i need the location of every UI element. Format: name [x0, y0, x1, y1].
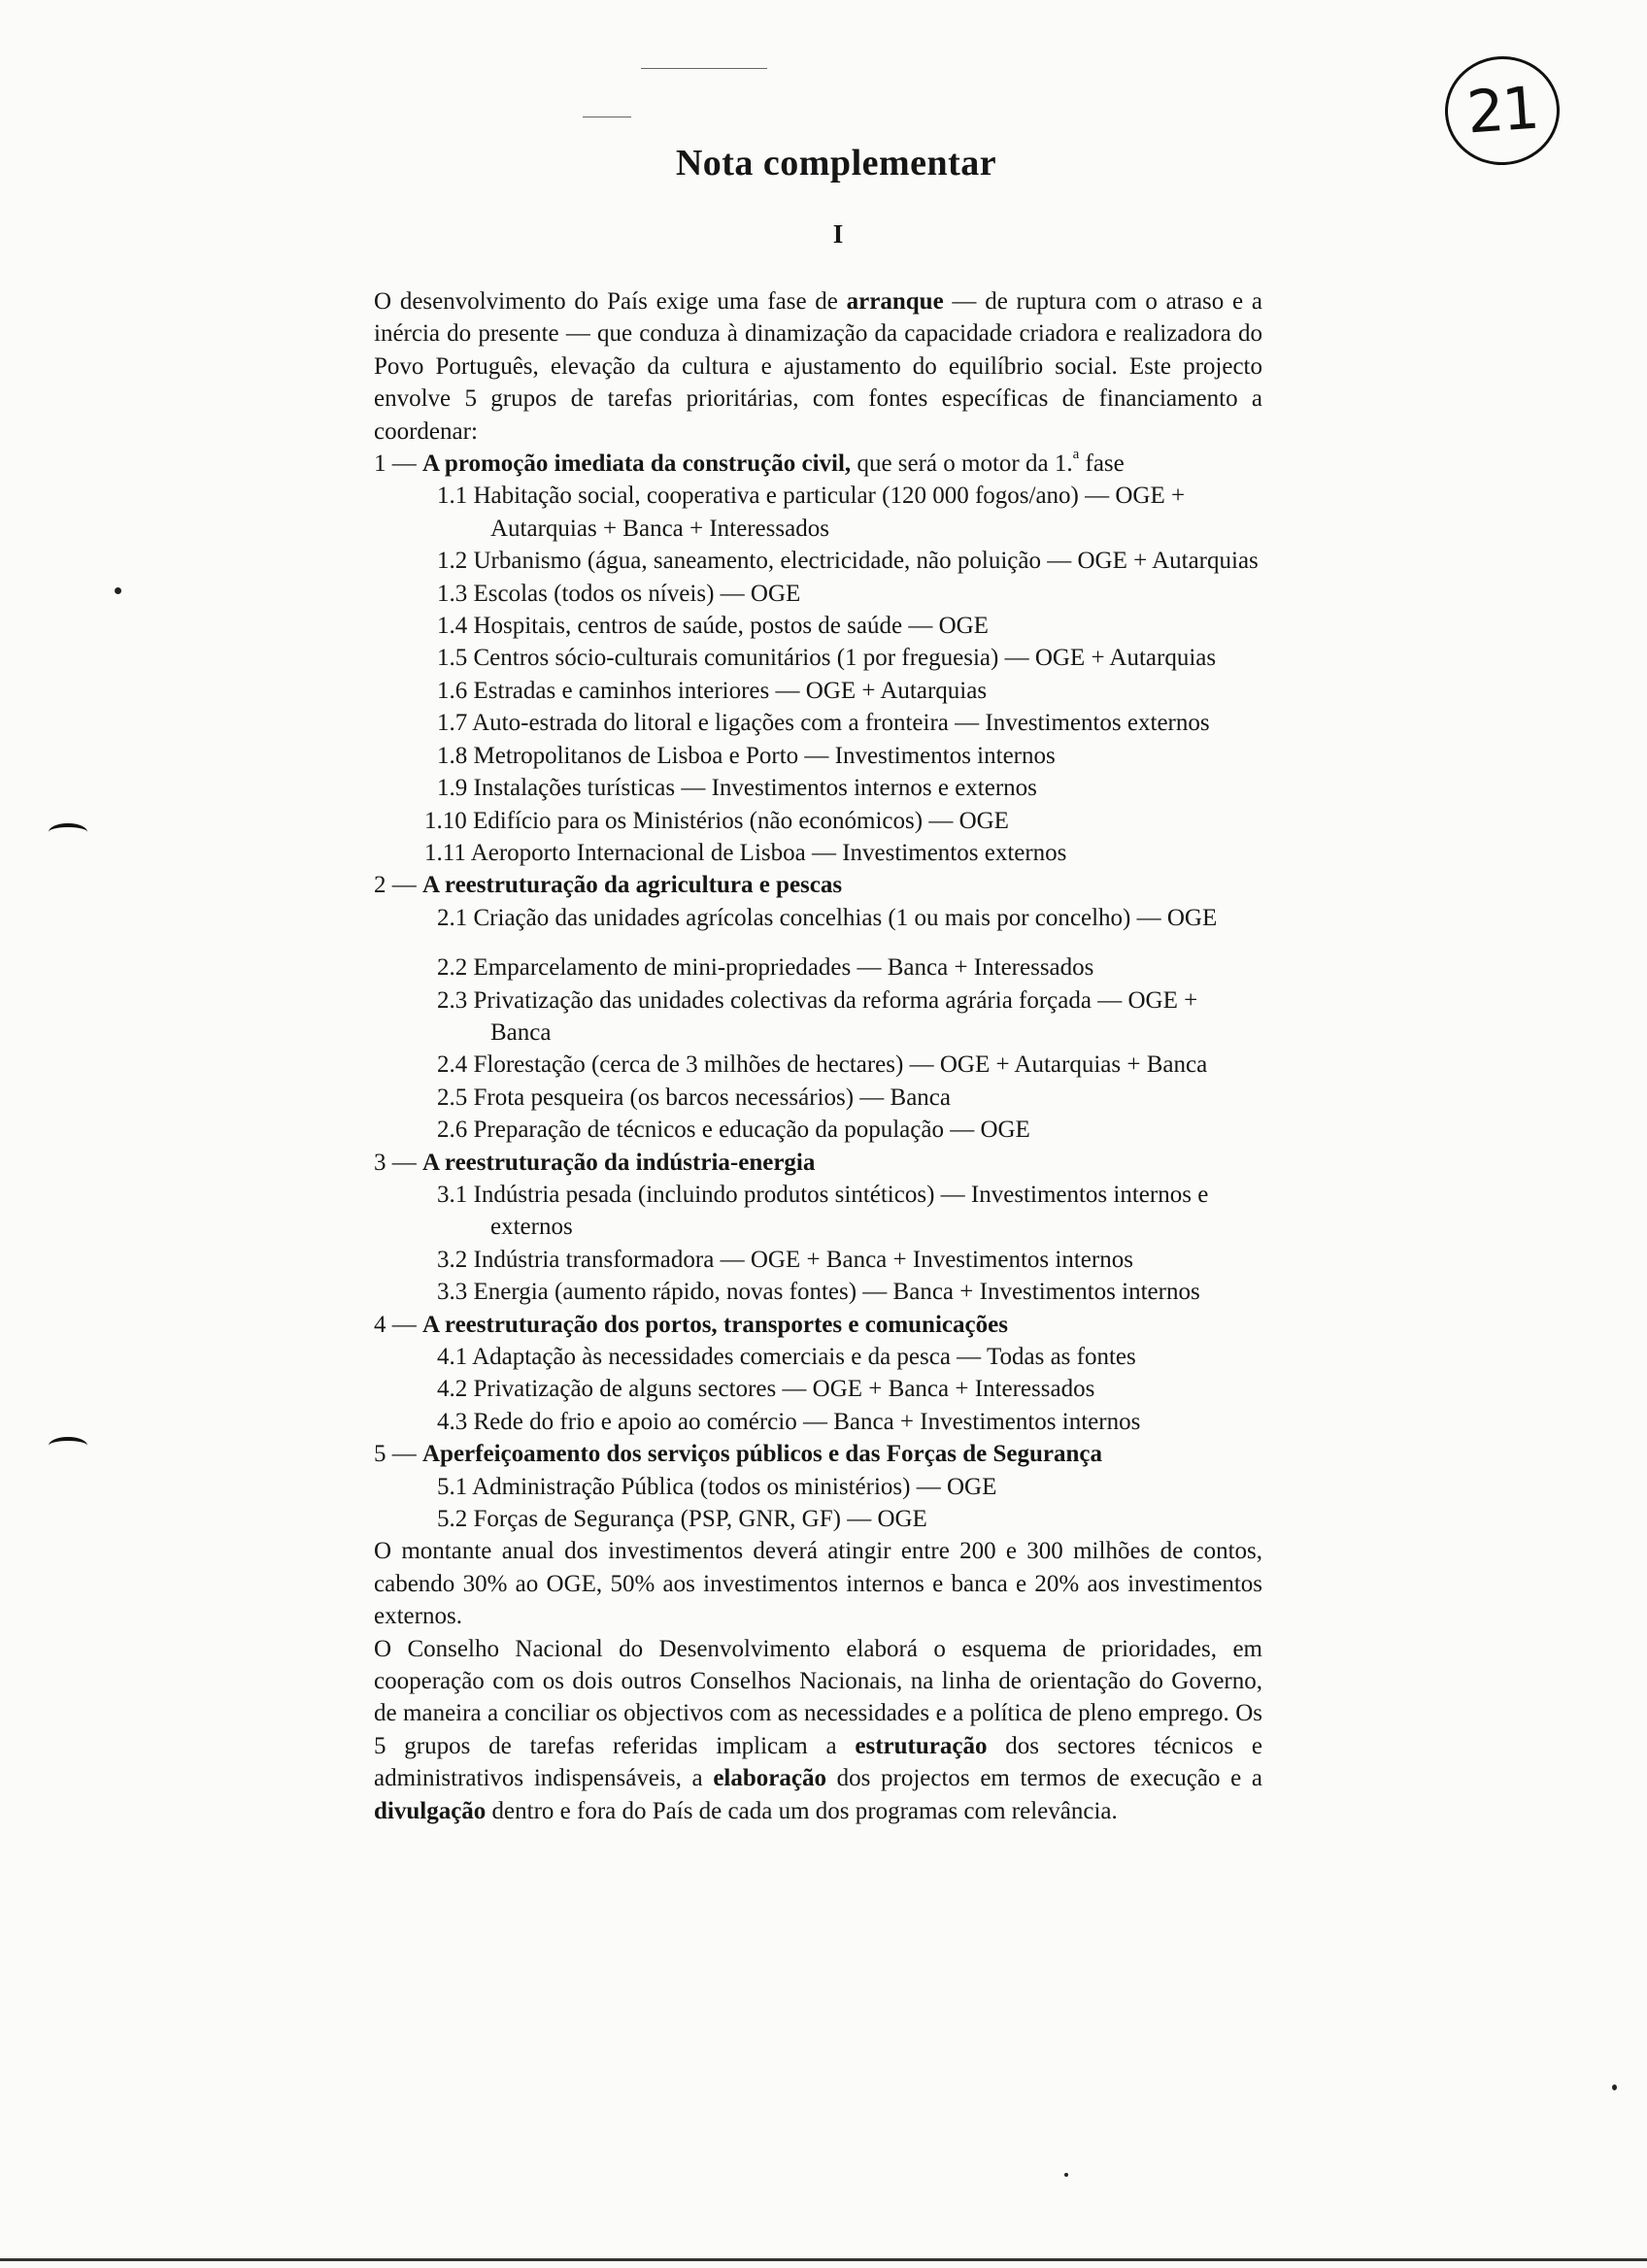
item-text: Privatização de alguns sectores — OGE + Banca + Interessados — [473, 1376, 1095, 1403]
item-text: Habitação social, cooperativa e particular (120 000 fogos/ano) — OGE + Autarquias + Banca + Interessados — [473, 483, 1186, 542]
group-number: 3 — — [374, 1149, 417, 1176]
item-number: 2.4 — [437, 1051, 468, 1079]
list-item — [374, 1341, 1262, 1373]
list-item — [374, 902, 1262, 934]
scan-punch-mark — [49, 823, 87, 841]
closing-text: dentro e fora do País de cada um dos programas com relevância. — [486, 1797, 1118, 1824]
item-number: 1.11 — [424, 839, 466, 866]
item-text: Administração Pública (todos os ministérios) — OGE — [472, 1473, 997, 1500]
item-text: Aeroporto Internacional de Lisboa — Investimentos externos — [470, 839, 1067, 866]
group-heading — [374, 869, 1262, 901]
item-text: Frota pesqueira (os barcos necessários) — Banca — [473, 1084, 951, 1111]
item-number: 3.3 — [437, 1279, 468, 1306]
scan-gap — [374, 934, 1262, 951]
list-item — [374, 1373, 1262, 1405]
group-heading — [374, 1438, 1262, 1470]
item-number: 2.1 — [437, 904, 468, 931]
closing-bold-text: elaboração — [713, 1765, 826, 1792]
item-number: 1.4 — [437, 613, 468, 640]
item-number: 2.3 — [437, 986, 468, 1014]
item-number: 1.1 — [437, 483, 468, 510]
list-item — [374, 1406, 1262, 1438]
list-item — [374, 951, 1262, 984]
investment-paragraph: O montante anual dos investimentos deverá atingir entre 200 e 300 milhões de contos, cabendo 30% ao OGE, 50% aos investimentos internos e banca e 20% aos investimentos externos. — [374, 1538, 1262, 1630]
item-text: Forças de Segurança (PSP, GNR, GF) — OGE — [473, 1506, 927, 1533]
scan-speck — [1612, 2085, 1617, 2090]
group-heading — [374, 448, 1262, 480]
item-number: 1.2 — [437, 548, 468, 575]
intro-paragraph — [374, 285, 1262, 448]
item-number: 1.9 — [437, 775, 468, 802]
item-text: Florestação (cerca de 3 milhões de hectares) — OGE + Autarquias + Banca — [473, 1051, 1208, 1079]
intro-bold-text: arranque — [846, 288, 944, 315]
group-suffix-superscript: a — [1072, 447, 1080, 463]
list-item — [374, 480, 1262, 545]
list-item — [374, 578, 1262, 610]
item-number: 2.5 — [437, 1084, 468, 1111]
group-suffix-end: fase — [1079, 450, 1125, 478]
list-item — [374, 1049, 1262, 1081]
list-item — [374, 1503, 1262, 1535]
scan-artifact-line — [641, 68, 767, 69]
item-text: Indústria pesada (incluindo produtos sintéticos) — Investimentos internos e externos — [473, 1181, 1209, 1241]
item-text: Estradas e caminhos interiores — OGE + Autarquias — [473, 677, 988, 704]
item-number: 1.3 — [437, 580, 468, 607]
item-text: Adaptação às necessidades comerciais e da pesca — Todas as fontes — [472, 1344, 1136, 1370]
list-item — [374, 984, 1262, 1050]
item-number: 4.3 — [437, 1408, 468, 1435]
list-item — [374, 1276, 1262, 1308]
item-number: 1.7 — [437, 710, 468, 737]
group-number: 5 — — [374, 1441, 417, 1468]
list-item — [374, 805, 1262, 837]
scan-speck — [115, 587, 121, 594]
intro-text-end: — de ruptura com o atraso e a inércia do presente — que conduza à dinamização da capacidade criadora e realizadora do Povo Português, elevação da cultura e ajustamento do equilíbrio social. Este projecto envolve 5 grupos de tarefas prioritárias, com fontes específicas de financiamento a coordenar: — [374, 288, 1262, 445]
document-body — [374, 285, 1262, 1827]
item-text: Centros sócio-culturais comunitários (1 por freguesia) — OGE + Autarquias — [473, 645, 1217, 672]
item-number: 1.6 — [437, 677, 468, 704]
item-text: Privatização das unidades colectivas da reforma agrária forçada — OGE + Banca — [473, 986, 1198, 1046]
page-number-text: 21 — [1464, 74, 1540, 148]
item-text: Escolas (todos os níveis) — OGE — [473, 580, 801, 607]
list-item — [374, 1244, 1262, 1276]
item-text: Energia (aumento rápido, novas fontes) — Banca + Investimentos internos — [473, 1279, 1200, 1306]
item-text: Instalações turísticas — Investimentos internos e externos — [473, 775, 1037, 802]
scan-punch-mark — [49, 1437, 87, 1454]
list-item — [374, 740, 1262, 772]
item-number: 2.6 — [437, 1117, 468, 1144]
item-number: 5.1 — [437, 1473, 468, 1500]
item-text: Preparação de técnicos e educação da população — OGE — [473, 1117, 1030, 1144]
group-number: 4 — — [374, 1311, 417, 1338]
item-text: Rede do frio e apoio ao comércio — Banca + Investimentos internos — [473, 1408, 1141, 1435]
group-suffix: que será o motor da 1. — [851, 450, 1073, 478]
closing-bold-text: estruturação — [855, 1732, 988, 1759]
closing-text: dos sectores técnicos e administrativos indispensáveis, a — [374, 1732, 1262, 1792]
list-item — [374, 1082, 1262, 1114]
page-title: Nota complementar — [675, 143, 997, 183]
list-item — [374, 1471, 1262, 1503]
list-item — [374, 545, 1262, 577]
bottom-edge-line — [0, 2258, 1647, 2261]
scan-speck — [1064, 2173, 1068, 2177]
item-number: 2.2 — [437, 954, 468, 982]
closing-text: O Conselho Nacional do Desenvolvimento elaborá o esquema de prioridades, em cooperação com os dois outros Conselhos Nacionais, na linha de orientação do Governo, de maneira a conciliar os objectivos com as necessidades e a política de pleno emprego. Os 5 grupos de tarefas referidas implicam a — [374, 1635, 1262, 1759]
item-number: 1.10 — [424, 807, 467, 834]
list-item — [374, 642, 1262, 674]
item-number: 4.1 — [437, 1344, 468, 1370]
group-title: A reestruturação da agricultura e pescas — [422, 872, 843, 899]
group-title: A promoção imediata da construção civil, — [422, 450, 852, 478]
group-title: Aperfeiçoamento dos serviços públicos e das Forças de Segurança — [422, 1441, 1102, 1468]
list-item — [374, 1114, 1262, 1146]
list-item — [374, 1179, 1262, 1244]
section-number: I — [832, 219, 844, 249]
item-number: 4.2 — [437, 1376, 468, 1403]
item-number: 3.2 — [437, 1246, 468, 1273]
item-text: Indústria transformadora — OGE + Banca + Investimentos internos — [473, 1246, 1133, 1273]
item-number: 1.8 — [437, 742, 468, 769]
closing-paragraph — [374, 1633, 1262, 1827]
list-item — [374, 707, 1262, 739]
group-title: A reestruturação dos portos, transportes e comunicações — [422, 1311, 1008, 1338]
item-text: Urbanismo (água, saneamento, electricidade, não poluição — OGE + Autarquias — [473, 548, 1259, 575]
item-number: 1.5 — [437, 645, 468, 672]
item-number: 5.2 — [437, 1506, 468, 1533]
item-number: 3.1 — [437, 1181, 468, 1208]
group-heading — [374, 1147, 1262, 1179]
list-item — [374, 610, 1262, 642]
list-item — [374, 675, 1262, 707]
group-heading — [374, 1309, 1262, 1341]
item-text: Auto-estrada do litoral e ligações com a fronteira — Investimentos externos — [472, 710, 1210, 737]
list-item — [374, 772, 1262, 804]
item-text: Hospitais, centros de saúde, postos de saúde — OGE — [473, 613, 989, 640]
intro-text: O desenvolvimento do País exige uma fase de — [374, 288, 847, 315]
item-text: Metropolitanos de Lisboa e Porto — Investimentos internos — [473, 742, 1056, 769]
item-text: Criação das unidades agrícolas concelhias (1 ou mais por concelho) — OGE — [473, 904, 1218, 931]
group-number: 2 — — [374, 872, 417, 899]
item-text: Emparcelamento de mini-propriedades — Banca + Interessados — [473, 954, 1094, 982]
group-number: 1 — — [374, 450, 417, 478]
item-text: Edifício para os Ministérios (não económicos) — OGE — [473, 807, 1009, 834]
list-item — [374, 837, 1262, 869]
closing-text: dos projectos em termos de execução e a — [825, 1765, 1262, 1792]
closing-bold-text: divulgação — [374, 1797, 487, 1824]
group-title: A reestruturação da indústria-energia — [422, 1149, 816, 1176]
